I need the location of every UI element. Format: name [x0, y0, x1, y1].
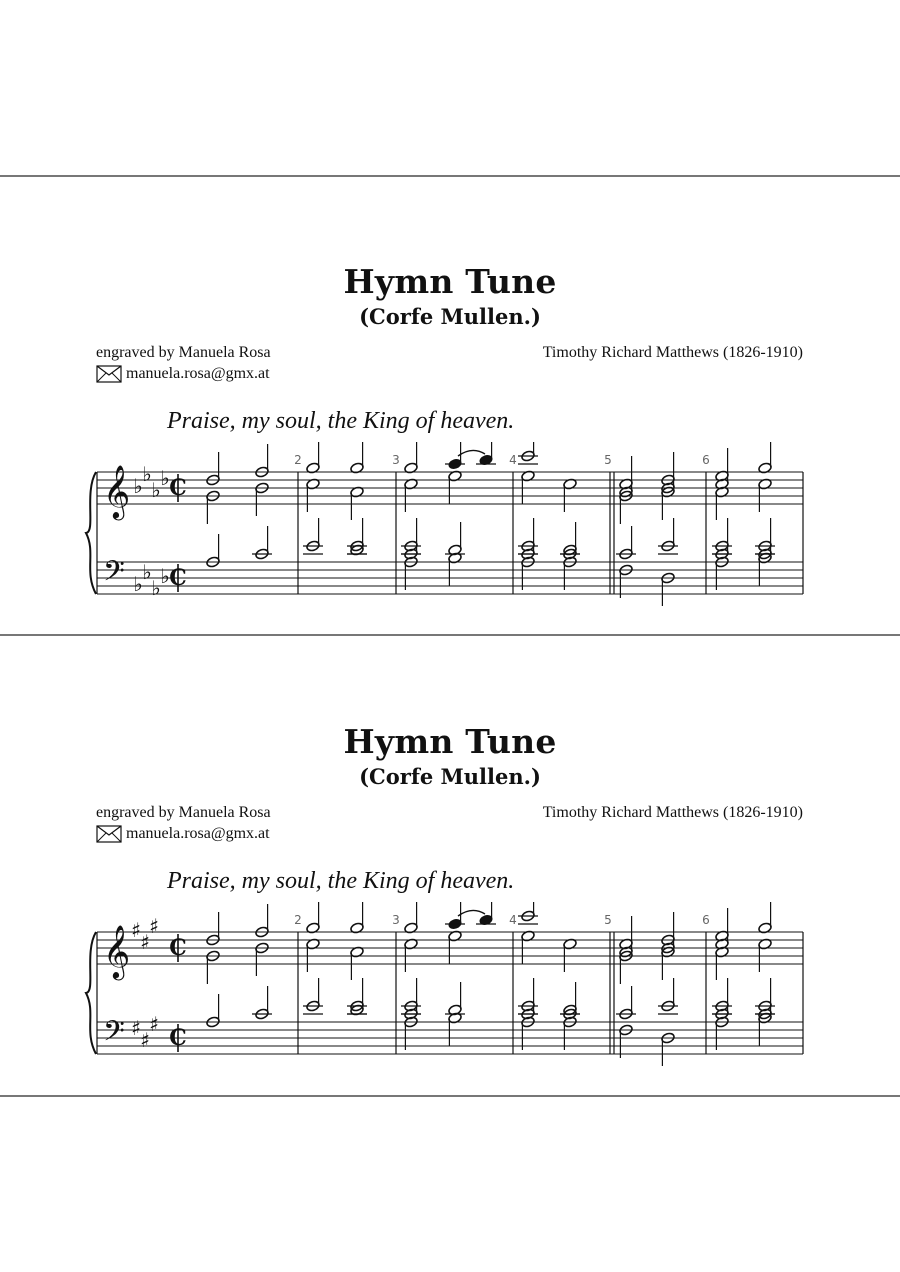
- cut-time-sign: C: [169, 565, 187, 591]
- bar-number: 5: [604, 453, 612, 467]
- bass-clef: 𝄢: [103, 1015, 125, 1055]
- bass-clef: 𝄢: [103, 555, 125, 595]
- bar-number: 6: [702, 913, 710, 927]
- email-link[interactable]: manuela.rosa@gmx.at: [126, 825, 270, 842]
- piece-subtitle: (Corfe Mullen.): [359, 304, 541, 329]
- treble-clef: 𝄞: [103, 464, 131, 518]
- piano-score: [0, 442, 900, 632]
- engraver-credit: engraved by Manuela Rosa: [96, 344, 271, 361]
- bar-number: 6: [702, 453, 710, 467]
- slur: [458, 450, 485, 456]
- score-section-flats: [0, 262, 900, 722]
- top-divider: [0, 175, 900, 177]
- treble-clef: 𝄞: [103, 924, 131, 978]
- score-section-sharps: [0, 722, 900, 1182]
- sharp-sign: ♯: [149, 1012, 159, 1036]
- sharp-sign: ♯: [131, 1016, 141, 1040]
- email-row: [96, 825, 270, 843]
- cut-time-sign: C: [169, 1025, 187, 1051]
- system-brace: [86, 472, 96, 594]
- sharp-sign: ♯: [131, 918, 141, 942]
- bar-number: 2: [294, 913, 302, 927]
- piece-subtitle: (Corfe Mullen.): [359, 764, 541, 789]
- flat-sign: ♭: [160, 564, 170, 588]
- flat-sign: ♭: [133, 474, 143, 498]
- slur: [458, 910, 485, 916]
- envelope-icon: [96, 825, 122, 843]
- flat-sign: ♭: [133, 572, 143, 596]
- envelope-icon: [96, 365, 122, 383]
- flat-sign: ♭: [160, 466, 170, 490]
- bar-number: 3: [392, 913, 400, 927]
- sharp-sign: ♯: [140, 1028, 150, 1052]
- bar-number: 3: [392, 453, 400, 467]
- lyric-line: Praise, my soul, the King of heaven.: [167, 408, 515, 434]
- lyric-line: Praise, my soul, the King of heaven.: [167, 868, 515, 894]
- email-row: [96, 365, 270, 383]
- cut-time-sign: C: [169, 935, 187, 961]
- cut-time-sign: C: [169, 475, 187, 501]
- piece-title: Hymn Tune: [343, 722, 557, 761]
- sharp-sign: ♯: [140, 930, 150, 954]
- sharp-sign: ♯: [149, 914, 159, 938]
- composer-credit: Timothy Richard Matthews (1826-1910): [542, 344, 803, 361]
- middle-divider: [0, 634, 900, 636]
- bar-number: 4: [509, 453, 517, 467]
- bottom-divider: [0, 1095, 900, 1097]
- bar-number: 5: [604, 913, 612, 927]
- flat-sign: ♭: [151, 576, 161, 600]
- flat-sign: ♭: [151, 478, 161, 502]
- bar-number: 2: [294, 453, 302, 467]
- piano-score: [0, 902, 900, 1092]
- bar-number: 4: [509, 913, 517, 927]
- engraver-credit: engraved by Manuela Rosa: [96, 804, 271, 821]
- composer-credit: Timothy Richard Matthews (1826-1910): [542, 804, 803, 821]
- piece-title: Hymn Tune: [343, 262, 557, 301]
- email-link[interactable]: manuela.rosa@gmx.at: [126, 365, 270, 382]
- flat-sign: ♭: [142, 560, 152, 584]
- flat-sign: ♭: [142, 462, 152, 486]
- system-brace: [86, 932, 96, 1054]
